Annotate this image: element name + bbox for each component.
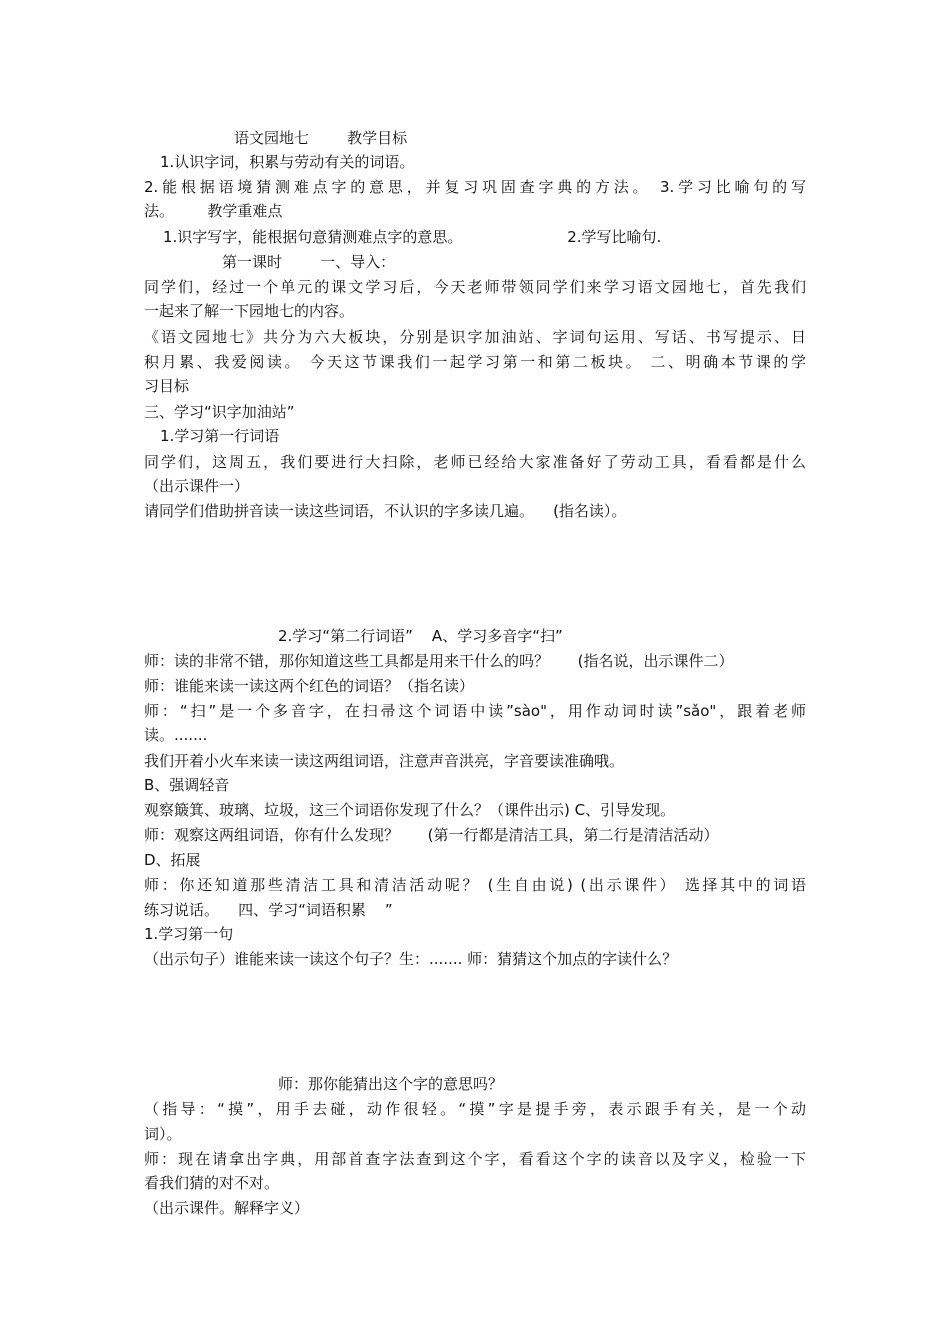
teacher-line-5: 师：你还知道那些清洁工具和清洁活动呢？ (生自由说) (出示课件） 选择其中的词语 <box>144 876 806 894</box>
guidance-line: （指导：“摸”，用手去碰，动作很轻。“摸”字是提手旁，表示跟手有关，是一个动 <box>144 1100 806 1118</box>
teacher-line-1: 师：读的非常不错，那你知道这些工具都是用来干什么的吗？ (指名说，出示课件二） <box>144 652 734 670</box>
objective-1: 1.认识字词，积累与劳动有关的词语。 <box>160 153 415 171</box>
section-d-heading: D、拓展 <box>144 851 201 869</box>
dictionary-line-cont: 看我们猜的对不对。 <box>144 1174 280 1192</box>
section-b-heading: B、强调轻音 <box>144 776 230 794</box>
practice-line: 练习说话。 四、学习“词语积累 ” <box>144 901 393 919</box>
observe-line: 观察簸箕、玻璃、垃圾，这三个词语你发现了什么？（课件出示) C、引导发现。 <box>144 801 676 819</box>
lesson-one-heading: 第一课时 一、导入： <box>222 253 396 271</box>
cleanup-paragraph-1: 同学们，这周五，我们要进行大扫除，老师已经给大家准备好了劳动工具，看看都是什么 <box>144 453 806 471</box>
overview-paragraph-1: 《语文园地七》共分为六大板块，分别是识字加油站、字词句运用、写话、书写提示、日 <box>144 328 806 346</box>
teacher-line-4: 师：观察这两组词语，你有什么发现？ (第一行都是清洁工具，第二行是清洁活动） <box>144 826 719 844</box>
intro-paragraph-2: 一起来了解一下园地七的内容。 <box>144 302 355 320</box>
overview-paragraph-2: 积月累、我爱阅读。 今天这节课我们一起学习第一和第二板块。 二、明确本节课的学 <box>144 353 806 371</box>
step-one-heading: 1.学习第一行词语 <box>160 427 280 445</box>
train-reading-line: 我们开着小火车来读一读这两组词语，注意声音洪亮，字音要读准确哦。 <box>144 752 625 770</box>
step-two-heading: 2.学习“第二行词语” A、学习多音字“扫” <box>278 627 563 645</box>
teacher-line-2: 师：谁能来读一读这两个红色的词语？（指名读） <box>144 677 475 695</box>
show-sentence-line: （出示句子）谁能来读一读这个句子？生：....... 师：猜猜这个加点的字读什么？ <box>144 950 678 968</box>
objective-2-line: 2.能根据语境猜测难点字的意思，并复习巩固查字典的方法。 3.学习比喻句的写 <box>144 178 806 196</box>
read-instruction: 请同学们借助拼音读一读这些词语，不认识的字多读几遍。 (指名读）。 <box>144 502 627 520</box>
overview-paragraph-3: 习目标 <box>144 377 190 395</box>
key-points-line: 1.识字写字，能根据句意猜测难点字的意思。 2.学写比喻句. <box>163 228 662 246</box>
courseware-line: （出示课件。解释字义） <box>144 1199 310 1217</box>
cleanup-paragraph-2: （出示课件一） <box>144 477 250 495</box>
guess-meaning-line: 师：那你能猜出这个字的意思吗？ <box>278 1075 504 1093</box>
teacher-line-3-cont: 读。....... <box>144 726 208 744</box>
intro-paragraph-1: 同学们，经过一个单元的课文学习后，今天老师带领同学们来学习语文园地七，首先我们 <box>144 278 806 296</box>
objective-3-cont: 法。 教学重难点 <box>144 202 283 220</box>
guidance-line-cont: 词）。 <box>144 1125 182 1143</box>
title-line: 语文园地七 教学目标 <box>234 129 408 147</box>
sentence-one-heading: 1.学习第一句 <box>144 925 234 943</box>
teacher-line-3: 师：“扫”是一个多音字，在扫帚这个词语中读”sào"，用作动词时读”sǎo"，跟着老师 <box>144 702 806 720</box>
section-three-heading: 三、学习“识字加油站” <box>144 403 295 421</box>
dictionary-line: 师：现在请拿出字典，用部首查字法查到这个字，看看这个字的读音以及字义，检验一下 <box>144 1150 806 1168</box>
